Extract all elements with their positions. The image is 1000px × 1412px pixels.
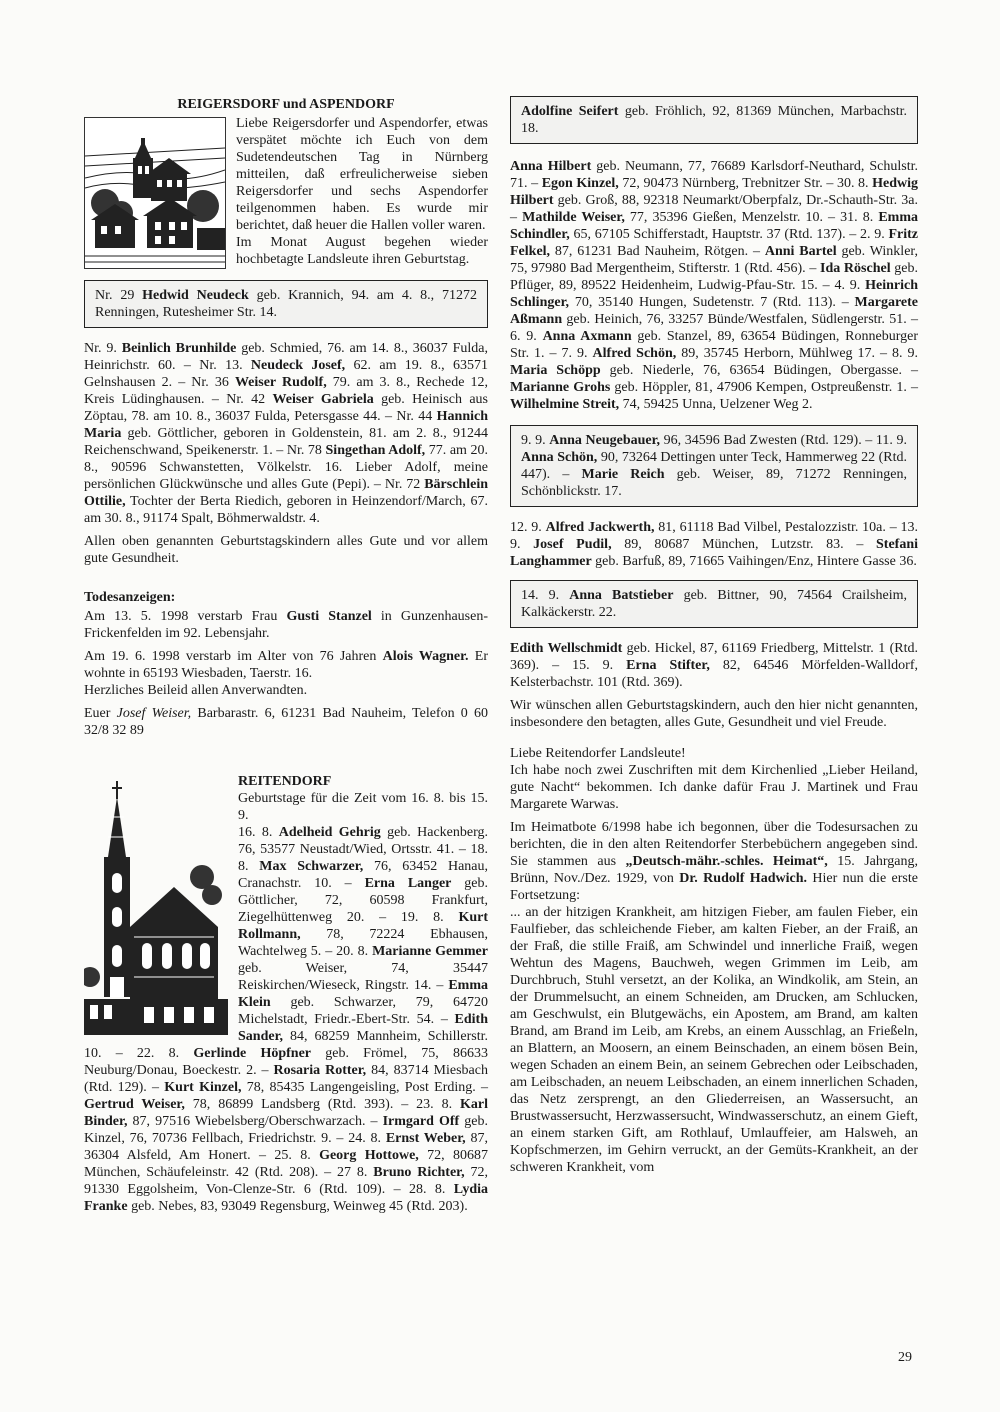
page-number: 29 [898, 1350, 912, 1365]
section-reigersdorf [84, 96, 488, 274]
birthday-list-right-3: Edith Wellschmidt geb. Hickel, 87, 61169 Friedberg, Mittelstr. 1 (Rtd. 369). – 15. 9. Erna Stifter, 82, 64546 Mörfelden-Walldorf, Kelsterbachstr. 101 (Rtd. 369). [510, 641, 918, 690]
death-notice-2: Am 19. 6. 1998 verstarb im Alter von 76 Jahren Alois Wagner. Er wohnte in 65193 Wiesbaden, Taerstr. 16. [84, 649, 488, 681]
letter-reitendorf [510, 745, 918, 1176]
letter-greeting: Liebe Reitendorfer Landsleute! [510, 746, 686, 761]
reitendorf-heading: REITENDORF [238, 774, 332, 789]
village-illustration-icon [84, 117, 226, 269]
birthday-box-batstieber: 14. 9. Anna Batstieber geb. Bittner, 90, 74564 Crailsheim, Kalkäckerstr. 22. [510, 580, 918, 628]
section-deaths [84, 589, 488, 739]
wishes-right: Wir wünschen allen Geburtstagskindern, auch den hier nicht genannten, insbesondere den betagten, alles Gute, Gesundheit und viel Freude. [510, 698, 918, 730]
birthday-list-right-1: Anna Hilbert geb. Neumann, 77, 76689 Karlsdorf-Neuthard, Schulstr. 71. – Egon Kinzel, 72, 90473 Nürnberg, Trebnitzer Str. – 30. 8. Hedwig Hilbert geb. Groß, 88, 92318 Neumarkt/Oberpfalz, Dr.-Schauth-Str. 3a. – Mathilde Weiser, 77, 35396 Gießen, Menzelstr. 10. – 31. 8. Emma Schindler, 65, 67105 Schifferstadt, Hauptstr. 37 (Rtd. 137). – 2. 9. Fritz Felkel, 87, 61231 Bad Nauheim, Rötgen. – Anni Bartel geb. Winkler, 75, 97980 Bad Mergentheim, Stifterstr. 1 (Rtd. 456). – Ida Röschel geb. Pflüger, 89, 89522 Heidenheim, Ludwig-Pfau-Str. 15. – 4. 9. Heinrich Schlinger, 70, 35140 Hungen, Sudetenstr. 7 (Rtd. 113). – Margarete Aßmann geb. Heinich, 76, 33257 Bünde/Westfalen, Südlengerstr. 51. – 6. 9. Anna Axmann geb. Stanzel, 89, 63654 Büdingen, Ronneburger Str. 1. – 7. 9. Alfred Schön, 89, 35745 Herborn, Mühlweg 17. – 8. 9. Maria Schöpp geb. Niederle, 76, 63654 Büdingen, Obergasse. – Marianne Grohs geb. Höppler, 81, 47906 Kempen, Ostpreußenstr. 1. – Wilhelmine Streit, 74, 59425 Unna, Uelzener Weg 2. [510, 159, 919, 412]
right-column [510, 96, 918, 1182]
condolence-text: Herzliches Beileid allen Anverwandten. [84, 683, 308, 698]
church-illustration-icon [84, 777, 228, 1035]
birthday-box-september: 9. 9. Anna Neugebauer, 96, 34596 Bad Zwesten (Rtd. 129). – 11. 9. Anna Schön, 90, 73264 Dettingen unter Teck, Hammerweg 22 (Rtd. 447). – Marie Reich geb. Weiser, 89, 71272 Renningen, Schönblickstr. 17. [510, 425, 918, 507]
august-text: Im Monat August begehen wieder hochbetagte Landsleute ihren Geburtstag. [236, 235, 488, 267]
deaths-heading: Todesanzeigen: [84, 590, 176, 605]
letter-thanks: Ich habe noch zwei Zuschriften mit dem Kirchenlied „Lieber Heiland, gute Nacht“ bekommen. Ich danke dafür Frau J. Martinek und Frau Margarete Warwas. [510, 763, 918, 812]
wishes-text: Allen oben genannten Geburtstagskindern alles Gute und vor allem gute Gesundheit. [84, 534, 488, 566]
left-column [84, 96, 488, 1221]
section-heading: REIGERSDORF und ASPENDORF [177, 97, 395, 112]
letter-intro: Im Heimatbote 6/1998 habe ich begonnen, über die Todesursachen zu berichten, die in den alten Reitendorfer Sterbebüchern angegeben sind. Sie stammen aus „Deutsch-mähr.-schles. Heimat“, 15. Jahrgang, Brünn, Nov./Dez. 1929, von Dr. Rudolf Hadwich. Hier nun die erste Fortsetzung: [510, 820, 918, 903]
section-reitendorf [84, 773, 488, 1215]
birthday-box-adolfine: Adolfine Seifert geb. Fröhlich, 92, 81369 München, Marbachstr. 18. [510, 96, 918, 144]
reitendorf-intro: Geburtstage für die Zeit vom 16. 8. bis 15. 9. [238, 791, 488, 823]
person-name: Hedwid Neudeck [142, 288, 249, 303]
signature: Euer Josef Weiser, Barbarastr. 6, 61231 Bad Nauheim, Telefon 0 60 32/8 32 89 [84, 706, 488, 738]
birthday-list: Nr. 9. Beinlich Brunhilde geb. Schmied, 76. am 14. 8., 36037 Fulda, Heinrichstr. 60. – Nr. 13. Neudeck Josef, 62. am 19. 8., 63571 Gelnshausen 2. – Nr. 36 Weiser Rudolf, 79. am 3. 8., Rechede 12, Kreis Lüdinghausen. – Nr. 42 Weiser Gabriela geb. Heinisch aus Zöptau, 78. am 10. 8., 36037 Fulda, Petersgasse 44. – Nr. 44 Hannich Maria geb. Göttlicher, geboren in Goldenstein, 81. am 2. 8., 91244 Reichenschwand, Speikenerstr. 1. – Nr. 78 Singethan Adolf, 77. am 20. 8., 90596 Schwanstetten, Völkelstr. 16. Lieber Adolf, meine persönlichen Glückwünsche und alles Gute (Pepi). – Nr. 72 Bärschlein Ottilie, Tochter der Berta Riedich, geboren in Heinzendorf/March, 67. am 30. 8., 91174 Spalt, Böhmerwaldstr. 4. [84, 341, 489, 526]
causes-of-death-list: ... an der hitzigen Krankheit, am hitzigen Fieber, am faulen Fieber, ein Faulfieber, das schleichende Fieber, am kalten Fieber, an der Fraiß, an der Fraß, die stille Fraiß, am Schwindel und innerliche Fraiß, wegen Wehtun des Magens, Bauchweh, wegen Grimmen im Leib, am Durchbruch, Stuhl versetzt, an der Kolika, an Windkolik, am Stein, an der Drummelsucht, an einem Schneiden, am Drucken, am Schlucken, am Geschwulst, ein Blutgewächs, ein Apostem, am Brand, am kalten Brand, am Brand im Leib, am Krebs, an einem Ausschlag, an Frießeln, an Blattern, an Moosern, an einem Beinschaden, an einem bösen Bein, wegen Schaden an einem Bein, an seinem Gebrechen oder Leibschaden, am Leibschaden, an neuem Leibschaden, an einem innerlichen Schaden, das Netz zersprengt, an den Gliederreisen, an Wassersucht, an Brustwassersucht, Herzwassersucht, Windwasserschutz, an einem Gieft, an einem starken Gift, am Rothlauf, Umlauffeier, am Halsweh, an Kopfschmerzen, im Gehirn verruckt, an der Gemüts-Krankheit, an der schweren Krankheit, vom [510, 905, 918, 1175]
birthday-box-hedwid: Nr. 29 Hedwid Neudeck geb. Krannich, 94. am 4. 8., 71272 Renningen, Rutesheimer Str. 14. [84, 280, 488, 328]
death-notice-1: Am 13. 5. 1998 verstarb Frau Gusti Stanzel in Gunzenhausen-Frickenfelden im 92. Lebensjahr. [84, 609, 488, 641]
reitendorf-birthday-list: 16. 8. Adelheid Gehrig geb. Hackenberg. 76, 53577 Neustadt/Wied, Ortsstr. 41. – 18. 8. Max Schwarzer, 76, 63452 Hanau, Cranachstr. 10. – Erna Langer geb. Göttlicher, 72, 60598 Frankfurt, Ziegelhüttenweg 20. – 19. 8. Kurt Rollmann, 78, 72224 Ebhausen, Wachtelweg 5. – 20. 8. Marianne Gemmer geb. Weiser, 74, 35447 Reiskirchen/Wieseck, Ringstr. 14. – Emma Klein geb. Schwarzer, 79, 64720 Michelstadt, Friedr.-Ebert-Str. 54. – Edith Sander, 84, 68259 Mannheim, Schillerstr. 10. – 22. 8. Gerlinde Höpfner geb. Frömel, 75, 86633 Neuburg/Donau, Boeckestr. 2. – Rosaria Rotter, 84, 83714 Miesbach (Rtd. 129). – Kurt Kinzel, 78, 85435 Langengeisling, Post Erding. – Gertrud Weiser, 78, 86899 Landsberg (Rtd. 393). – 23. 8. Karl Binder, 87, 97516 Wiebelsberg/Oberschwarzach. – Irmgard Off geb. Kinzel, 76, 70736 Fellbach, Friedrichstr. 9. – 24. 8. Ernst Weber, 87, 36304 Alsfeld, Am Honert. – 25. 8. Georg Hottowe, 72, 80687 München, Schäufeleinstr. 42 (Rtd. 208). – 27 8. Bruno Richter, 72, 91330 Eggolsheim, Von-Clenze-Str. 6 (Rtd. 109). – 28. 8. Lydia Franke geb. Nebes, 83, 93049 Regensburg, Weinweg 45 (Rtd. 203). [84, 825, 489, 1214]
intro-text: Liebe Reigersdorfer und Aspendorfer, etwas verspätet möchte ich Euch von dem Sudetendeutschen Tag in Nürnberg mitteilen, daß erfreulicherweise sieben Reigersdorfer und sechs Aspendorfer teilgenommen haben. Es wurde mir berichtet, daß heuer die Hallen voller waren. [236, 116, 488, 233]
birthday-list-right-2: 12. 9. Alfred Jackwerth, 81, 61118 Bad Vilbel, Pestalozzistr. 10a. – 13. 9. Josef Pudil, 89, 80687 München, Lutzstr. 83. – Stefani Langhammer geb. Barfuß, 89, 71665 Vaihingen/Enz, Hintere Gasse 36. [510, 520, 919, 569]
